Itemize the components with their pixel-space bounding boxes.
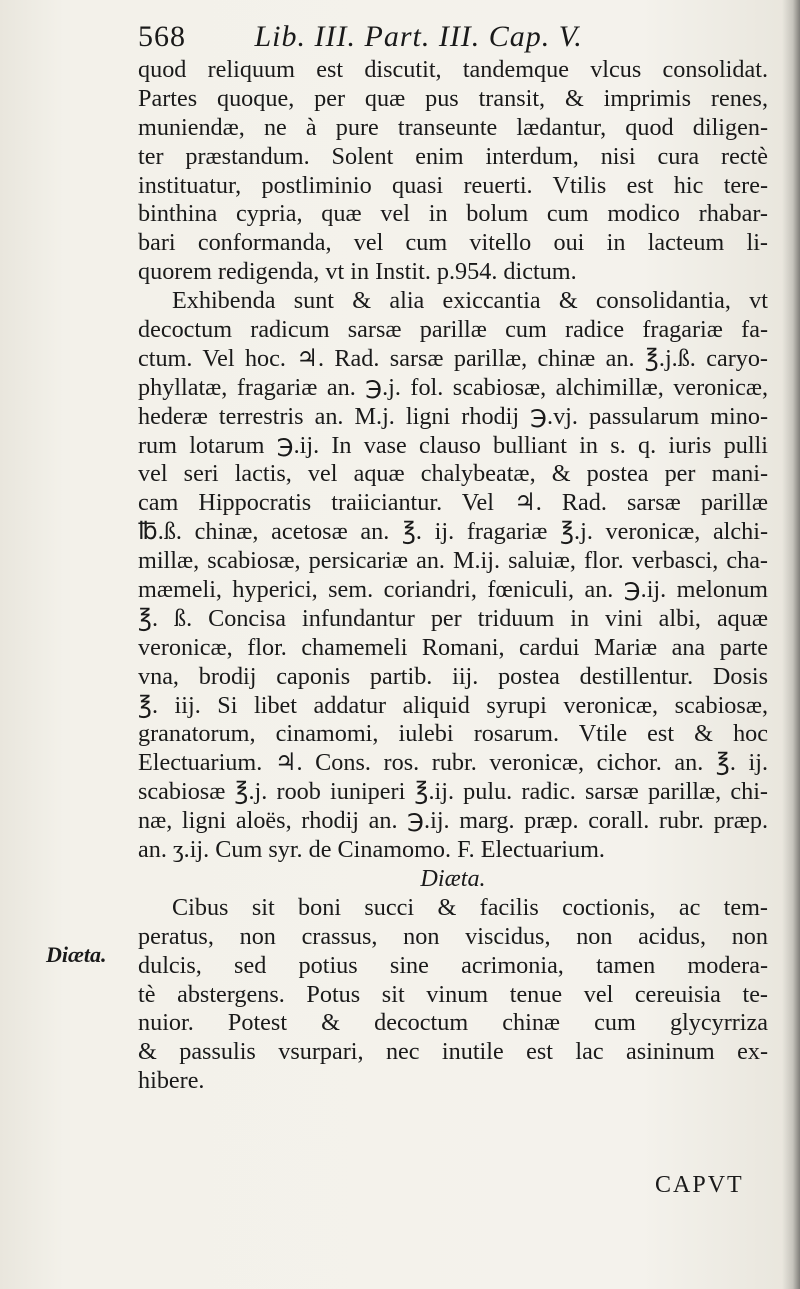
text-line: an. ʒ.ij. Cum syr. de Cinamomo. F. Electuarium. bbox=[138, 836, 605, 864]
text-line: vel seri lactis, vel aquæ chalybeatæ, & postea per mani- bbox=[138, 460, 768, 488]
text-line: Electuarium. ♃. Cons. ros. rubr. veronicæ, cichor. an. ℥. ij. bbox=[138, 749, 768, 777]
text-line: Partes quoque, per quæ pus transit, & imprimis renes, bbox=[138, 84, 768, 112]
text-line: nuior. Potest & decoctum chinæ cum glycyrriza bbox=[138, 1009, 768, 1037]
text-line: granatorum, cinamomi, iulebi rosarum. Vtile est & hoc bbox=[138, 720, 768, 748]
paragraph-3 bbox=[138, 894, 768, 1096]
text-line: hibere. bbox=[138, 1067, 205, 1095]
section-heading: Diæta. bbox=[420, 864, 486, 892]
text-line: Cibus sit boni succi & facilis coctionis, ac tem- bbox=[172, 893, 768, 921]
text-line: peratus, non crassus, non viscidus, non acidus, non bbox=[138, 922, 768, 950]
text-line: vna, brodij caponis partib. iij. postea destillentur. Dosis bbox=[138, 662, 768, 690]
text-line: tè abstergens. Potus sit vinum tenue vel cereuisia te- bbox=[138, 980, 768, 1008]
text-line: ℔.ß. chinæ, acetosæ an. ℥. ij. fragariæ ℥.j. veronicæ, alchi- bbox=[138, 518, 768, 546]
text-line: cam Hippocratis traiiciantur. Vel ♃. Rad. sarsæ parillæ bbox=[138, 489, 768, 517]
text-line: bari conformanda, vel cum vitello oui in lacteum li- bbox=[138, 229, 768, 257]
text-line: decoctum radicum sarsæ parillæ cum radice fragariæ fa- bbox=[138, 316, 768, 344]
text-line: dulcis, sed potius sine acrimonia, tamen modera- bbox=[138, 951, 768, 979]
running-header bbox=[138, 20, 738, 54]
text-line: mæmeli, hyperici, sem. coriandri, fœniculi, an. ℈.ij. melonum bbox=[138, 576, 768, 604]
text-line: scabiosæ ℥.j. roob iuniperi ℥.ij. pulu. radic. sarsæ parillæ, chi- bbox=[138, 778, 768, 806]
running-title: Lib. III. Part. III. Cap. V. bbox=[254, 20, 583, 53]
text-line: veronicæ, flor. chamemeli Romani, cardui Mariæ ana parte bbox=[138, 633, 768, 661]
text-line: næ, ligni aloës, rhodij an. ℈.ij. marg. præp. corall. rubr. præp. bbox=[138, 807, 768, 835]
text-line: ℥. iij. Si libet addatur aliquid syrupi veronicæ, scabiosæ, bbox=[138, 691, 768, 719]
page-number: 568 bbox=[138, 20, 186, 53]
text-line: hederæ terrestris an. M.j. ligni rhodij ℈.vj. passularum mino- bbox=[138, 402, 768, 430]
paragraph-1 bbox=[138, 56, 768, 287]
text-line: phyllatæ, fragariæ an. ℈.j. fol. scabiosæ, alchimillæ, veronicæ, bbox=[138, 373, 768, 401]
text-line: binthina cypria, quæ vel in bolum cum modico rhabar- bbox=[138, 200, 768, 228]
catchword: CAPVT bbox=[655, 1172, 744, 1198]
page-body bbox=[138, 56, 768, 1096]
text-line: ter præstandum. Solent enim interdum, nisi cura rectè bbox=[138, 142, 768, 170]
text-line: instituatur, postliminio quasi reuerti. Vtilis est hic tere- bbox=[138, 171, 768, 199]
text-line: rum lotarum ℈.ij. In vase clauso bulliant in s. q. iuris pulli bbox=[138, 431, 768, 459]
text-line: ℥. ß. Concisa infundantur per triduum in vini albi, aquæ bbox=[138, 604, 768, 632]
text-line: quod reliquum est discutit, tandemque vlcus consolidat. bbox=[138, 56, 768, 83]
paragraph-2 bbox=[138, 287, 768, 865]
text-line: quorem redigenda, vt in Instit. p.954. dictum. bbox=[138, 258, 577, 286]
page-gutter-shadow bbox=[782, 0, 800, 1289]
text-line: Exhibenda sunt & alia exiccantia & consolidantia, vt bbox=[172, 287, 768, 315]
text-line: millæ, scabiosæ, persicariæ an. M.ij. saluiæ, flor. verbasci, cha- bbox=[138, 547, 768, 575]
text-line: muniendæ, ne à pure transeunte lædantur, quod diligen- bbox=[138, 113, 768, 141]
margin-note: Diæta. bbox=[46, 942, 107, 967]
text-line: ctum. Vel hoc. ♃. Rad. sarsæ parillæ, chinæ an. ℥.j.ß. caryo- bbox=[138, 344, 768, 372]
text-line: & passulis vsurpari, nec inutile est lac asininum ex- bbox=[138, 1038, 768, 1066]
